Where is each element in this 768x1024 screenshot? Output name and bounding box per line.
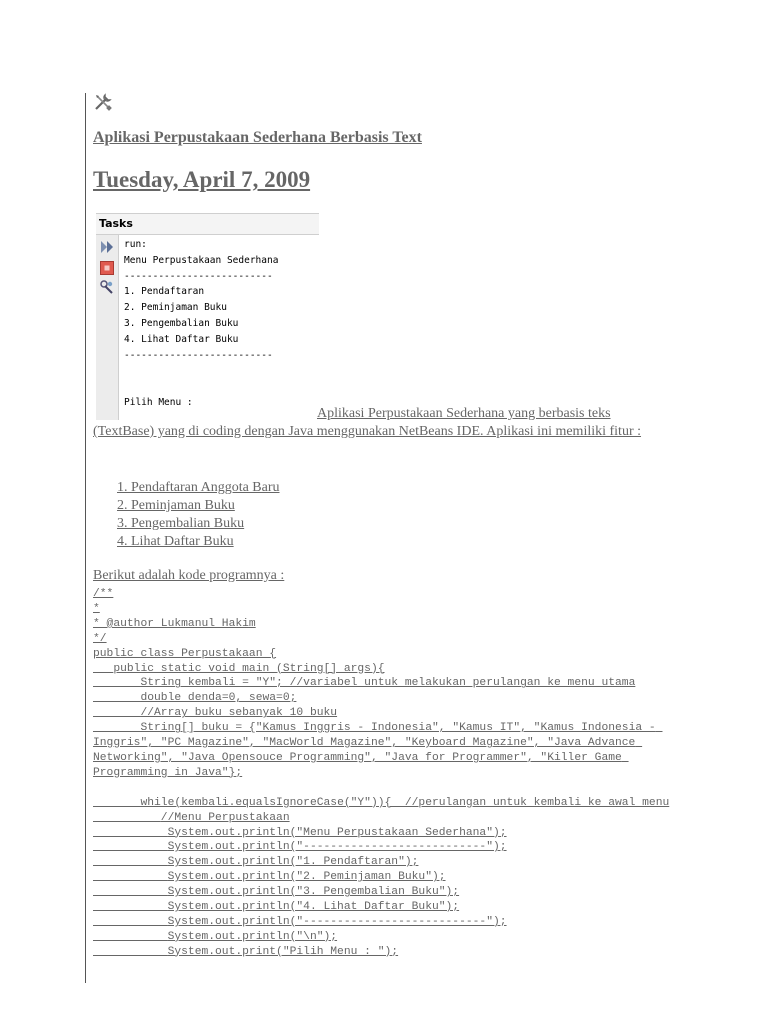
tasks-header	[96, 213, 319, 235]
code-line: */	[93, 632, 107, 645]
wrench-gear-icon[interactable]	[100, 280, 114, 294]
tools-icon	[93, 92, 113, 112]
code-line: System.out.println("4. Lihat Daftar Buku");	[93, 901, 460, 914]
code-line: /**	[93, 588, 114, 600]
code-block	[93, 587, 675, 960]
code-intro-text: Berikut adalah kode programnya :	[93, 568, 285, 583]
feature-item: 3. Pengembalian Buku	[117, 516, 245, 531]
console-output: run: Menu Perpustakaan Sederhana -------------------------- 1. Pendaftaran 2. Peminjaman Buku 3. Pengembalian Buku 4. Lihat Daftar Buku -------------------------- Pilih Menu :	[124, 239, 279, 408]
intro-first-line: Aplikasi Perpustakaan Sederhana yang berbasis teks	[317, 406, 611, 421]
tasks-toolbar	[96, 235, 119, 420]
run-arrows-icon[interactable]	[100, 240, 114, 254]
code-line: System.out.println("2. Peminjaman Buku");	[93, 871, 446, 884]
post-date: Tuesday, April 7, 2009	[93, 167, 311, 192]
code-line: System.out.println("1. Pendaftaran");	[93, 856, 419, 869]
code-line: String[] buku = {"Kamus Inggris - Indonesia", "Kamus IT", "Kamus Indonesia - Inggris", "PC Magazine", "MacWorld Magazine", "Keyboard Magazine", "Java Advance Networking", "Java Opensouce Programming", "Java for Programmer", "Killer Game Programming in Java"};	[93, 722, 663, 779]
code-line: *	[93, 602, 100, 615]
feature-item: 4. Lihat Daftar Buku	[117, 534, 234, 549]
stop-icon[interactable]	[100, 261, 114, 275]
tasks-output-panel	[96, 213, 319, 420]
code-line: System.out.println("Menu Perpustakaan Sederhana");	[93, 826, 507, 839]
code-line: //Menu Perpustakaan	[93, 811, 290, 824]
code-line: public class Perpustakaan {	[93, 647, 277, 660]
code-line: System.out.print("Pilih Menu : ");	[93, 945, 399, 958]
feature-item: 2. Peminjaman Buku	[117, 498, 235, 513]
code-line: String kembali = "Y"; //variabel untuk melakukan perulangan ke menu utama	[93, 677, 636, 690]
code-line	[93, 781, 675, 796]
code-line: System.out.println("---------------------------");	[93, 841, 507, 854]
code-line: System.out.println("\n");	[93, 930, 338, 943]
code-line: * @author Lukmanul Hakim	[93, 617, 256, 630]
post-title[interactable]: Aplikasi Perpustakaan Sederhana Berbasis Text	[93, 129, 422, 146]
code-line: double denda=0, sewa=0;	[93, 692, 297, 705]
code-line: //Array buku sebanyak 10 buku	[93, 707, 338, 720]
feature-item: 1. Pendaftaran Anggota Baru	[117, 480, 280, 495]
code-line: System.out.println("3. Pengembalian Buku");	[93, 886, 460, 899]
code-line: while(kembali.equalsIgnoreCase("Y")){ //perulangan untuk kembali ke awal menu	[93, 796, 670, 809]
feature-list	[93, 479, 280, 551]
left-margin-line	[85, 93, 86, 983]
intro-paragraph	[93, 405, 673, 441]
tasks-header-label: Tasks	[99, 217, 133, 230]
intro-rest: (TextBase) yang di coding dengan Java menggunakan NetBeans IDE. Aplikasi ini memiliki fitur :	[93, 424, 642, 439]
code-line: public static void main (String[] args){	[93, 662, 385, 675]
code-line: System.out.println("---------------------------");	[93, 915, 507, 928]
